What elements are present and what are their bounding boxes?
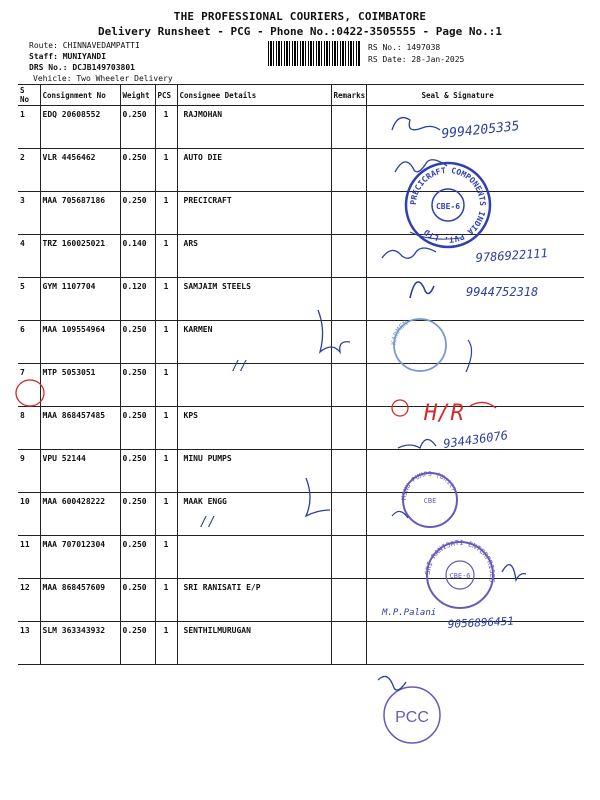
table-row [18, 450, 584, 493]
cell-remarks [331, 579, 366, 622]
table-row [18, 235, 584, 278]
table-row [18, 106, 584, 149]
cell-sno: 11 [18, 536, 40, 579]
company-title: THE PROFESSIONAL COURIERS, COIMBATORE [173, 10, 427, 23]
runsheet-table [18, 84, 584, 665]
cell-weight: 0.250 [120, 622, 155, 665]
table-row [18, 493, 584, 536]
table-row [18, 321, 584, 364]
cell-pcs: 1 [155, 106, 177, 149]
cell-consignee: MAAK ENGG [177, 493, 331, 536]
cell-consignment: SLM 363343932 [40, 622, 120, 665]
cell-remarks [331, 536, 366, 579]
cell-weight: 0.250 [120, 536, 155, 579]
cell-pcs: 1 [155, 579, 177, 622]
cell-weight: 0.250 [120, 106, 155, 149]
cell-consignee: AUTO DIE [177, 149, 331, 192]
cell-pcs: 1 [155, 493, 177, 536]
cell-pcs: 1 [155, 622, 177, 665]
rs-number: RS No.: 1497038 [368, 43, 441, 52]
cell-consignment: TRZ 160025021 [40, 235, 120, 278]
cell-sno: 10 [18, 493, 40, 536]
table-row [18, 407, 584, 450]
cell-consignment: VPU 52144 [40, 450, 120, 493]
cell-consignee: MINU PUMPS [177, 450, 331, 493]
col-header-weight: Weight [120, 85, 155, 106]
cell-consignment: GYM 1107704 [40, 278, 120, 321]
cell-sno: 9 [18, 450, 40, 493]
cell-remarks [331, 407, 366, 450]
karmen-stamp-ring-text: KARMEN [389, 318, 410, 346]
cell-consignment: EDQ 20608552 [40, 106, 120, 149]
cell-consignee: ARS [177, 235, 331, 278]
cell-pcs: 1 [155, 278, 177, 321]
staff-label: Staff: MUNIYANDI [29, 52, 107, 61]
cell-sno: 4 [18, 235, 40, 278]
cell-consignee: SENTHILMURUGAN [177, 622, 331, 665]
cell-pcs: 1 [155, 149, 177, 192]
cell-weight: 0.250 [120, 321, 155, 364]
cell-sno: 3 [18, 192, 40, 235]
rs-date: RS Date: 28-Jan-2025 [368, 55, 465, 64]
table-row [18, 364, 584, 407]
cell-pcs: 1 [155, 407, 177, 450]
drs-label: DRS No.: DCJB149703801 [29, 63, 135, 72]
cell-consignment: VLR 4456462 [40, 149, 120, 192]
cell-remarks [331, 622, 366, 665]
cell-pcs: 1 [155, 364, 177, 407]
hold-remark: H/R [424, 401, 464, 426]
cell-consignee: SAMJAIM STEELS [177, 278, 331, 321]
cell-remarks [331, 278, 366, 321]
cell-seal [366, 622, 584, 665]
cell-consignee: KPS [177, 407, 331, 450]
cell-consignment: MAA 868457485 [40, 407, 120, 450]
handwritten-phone-1: 9994205335 [440, 118, 521, 142]
table-row [18, 536, 584, 579]
cell-pcs: 1 [155, 235, 177, 278]
cell-consignee: SRI RANISATI E/P [177, 579, 331, 622]
cell-consignee: RAJMOHAN [177, 106, 331, 149]
cell-consignee [177, 536, 331, 579]
cell-consignment: MAA 600428222 [40, 493, 120, 536]
ranisati-stamp-center: CBE-6 [449, 572, 471, 580]
cell-weight: 0.250 [120, 192, 155, 235]
col-header-consignee: Consignee Details [177, 85, 331, 106]
table-row [18, 192, 584, 235]
cell-seal [366, 149, 584, 192]
cell-sno: 5 [18, 278, 40, 321]
cell-sno: 2 [18, 149, 40, 192]
col-header-seal: Seal & Signature [366, 85, 584, 106]
cell-weight: 0.250 [120, 407, 155, 450]
cell-consignment: MAA 705687186 [40, 192, 120, 235]
cell-seal [366, 364, 584, 407]
cell-remarks [331, 149, 366, 192]
cell-seal [366, 235, 584, 278]
cell-weight: 0.250 [120, 493, 155, 536]
cell-consignment: MAA 868457609 [40, 579, 120, 622]
col-header-remarks: Remarks [331, 85, 366, 106]
cell-seal [366, 192, 584, 235]
cell-consignment: MAA 707012304 [40, 536, 120, 579]
ditto-mark-row-11: // [200, 515, 216, 530]
cell-pcs: 1 [155, 321, 177, 364]
cell-consignee: PRECICRAFT [177, 192, 331, 235]
cell-seal [366, 493, 584, 536]
cell-remarks [331, 106, 366, 149]
precicraft-stamp-ring-text: PRECICRAFT COMPONENTS INDIA PVT. LTD [408, 165, 488, 245]
pcc-stamp-text: PCC [395, 709, 429, 726]
cell-seal [366, 536, 584, 579]
handwritten-signer-name: M.P.Palani [382, 608, 437, 618]
barcode [268, 41, 360, 66]
table-header-row [18, 85, 584, 106]
cell-weight: 0.140 [120, 235, 155, 278]
precicraft-stamp-center: CBE-6 [435, 202, 461, 211]
table-row [18, 579, 584, 622]
cell-sno: 8 [18, 407, 40, 450]
col-header-sno: S No [18, 85, 40, 106]
route-label: Route: CHINNAVEDAMPATTI [29, 41, 140, 50]
cell-seal [366, 278, 584, 321]
cell-sno: 6 [18, 321, 40, 364]
col-header-consignment: Consignment No [40, 85, 120, 106]
ditto-mark-row-7: // [232, 359, 248, 374]
col-header-pcs: PCS [155, 85, 177, 106]
cell-consignee: KARMEN [177, 321, 331, 364]
cell-weight: 0.120 [120, 278, 155, 321]
cell-seal [366, 450, 584, 493]
cell-sno: 12 [18, 579, 40, 622]
handwritten-phone-3: 9944752318 [466, 285, 539, 299]
cell-weight: 0.250 [120, 450, 155, 493]
cell-seal [366, 318, 584, 364]
handwritten-phone-2: 9786922111 [475, 245, 549, 265]
cell-sno: 13 [18, 622, 40, 665]
minu-stamp-ring-text: MINU PUMPS (Unit) [399, 469, 459, 501]
cell-seal [366, 579, 584, 622]
cell-pcs: 1 [155, 192, 177, 235]
vehicle-label: Vehicle: Two Wheeler Delivery [33, 74, 173, 83]
cell-sno: 1 [18, 106, 40, 149]
ranisati-stamp-ring-text: SRI RANISATI ENTERPRISES [423, 538, 497, 584]
cell-consignment: MAA 109554964 [40, 321, 120, 364]
runsheet-subtitle: Delivery Runsheet - PCG - Phone No.:0422-3505555 - Page No.:1 [98, 25, 502, 38]
cell-remarks [331, 235, 366, 278]
table-row [18, 278, 584, 321]
cell-remarks [331, 450, 366, 493]
cell-pcs: 1 [155, 536, 177, 579]
cell-remarks [331, 364, 366, 407]
cell-remarks [331, 321, 366, 364]
table-row [18, 149, 584, 192]
cell-remarks [331, 192, 366, 235]
cell-weight: 0.250 [120, 364, 155, 407]
cell-remarks [331, 493, 366, 536]
handwritten-phone-5: 9056896451 [447, 614, 515, 631]
cell-seal [366, 407, 584, 450]
pcc-stamp [384, 687, 440, 743]
table-row [18, 622, 584, 665]
cell-weight: 0.250 [120, 149, 155, 192]
minu-stamp-center: CBE [423, 497, 437, 505]
cell-consignee [177, 364, 331, 407]
cell-weight: 0.250 [120, 579, 155, 622]
cell-sno: 7 [18, 364, 40, 407]
handwritten-phone-4: 934436076 [442, 428, 509, 451]
cell-seal [366, 106, 584, 149]
cell-consignment: MTP 5053051 [40, 364, 120, 407]
cell-pcs: 1 [155, 450, 177, 493]
